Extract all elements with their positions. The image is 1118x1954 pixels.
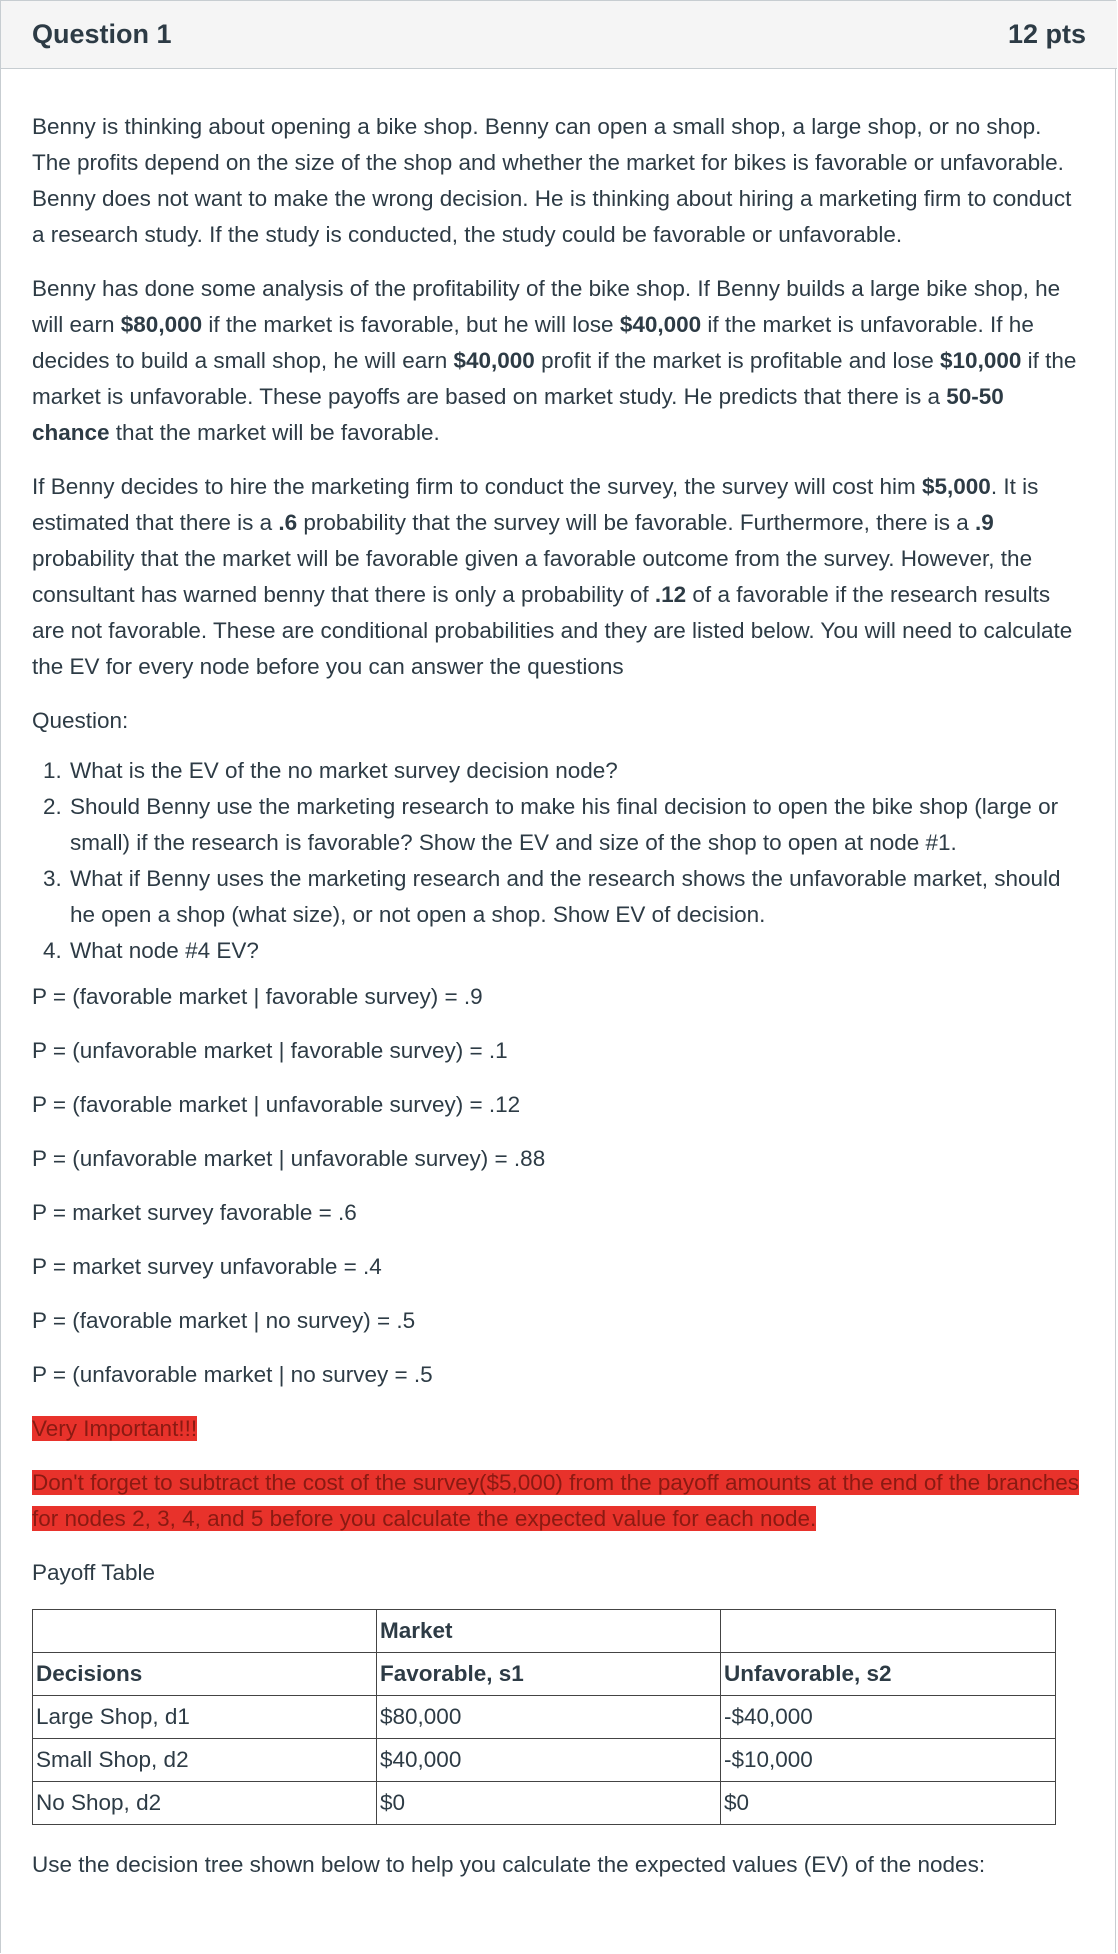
decision-cell: No Shop, d2 [33, 1782, 377, 1825]
question-points: 12 pts [1007, 19, 1086, 49]
warning-text: Don't forget to subtract the cost of the survey($5,000) from the payoff amounts at the end of the branches for nodes 2, 3, 4, and 5 before you calculate the expected value for each node. [32, 1470, 1079, 1531]
payoff-table [32, 1609, 1056, 1825]
table-row [33, 1696, 1056, 1739]
warning-title-block [32, 1411, 1082, 1447]
probability-line: P = (favorable market | favorable survey) = .9 [32, 984, 483, 1009]
profit-paragraph: Benny has done some analysis of the profitability of the bike shop. If Benny builds a large bike shop, he will earn $80,000 if the market is favorable, but he will lose $40,000 if the market is unfavorable. If he decides to build a small shop, he will earn $40,000 profit if the market is profitable and lose $10,000 if the market is unfavorable. These payoffs are based on market study. He predicts that there is a 50-50 chance that the market will be favorable. [32, 276, 1077, 445]
warning-text-block [32, 1465, 1082, 1537]
question-content [32, 109, 1082, 1883]
table-cell [721, 1610, 1056, 1653]
probability-line: P = (unfavorable market | favorable survey) = .1 [32, 1038, 508, 1063]
table-row [33, 1610, 1056, 1653]
favorable-cell: $0 [377, 1782, 721, 1825]
question-header [1, 1, 1117, 69]
market-header: Market [377, 1610, 721, 1653]
probability-line: P = market survey unfavorable = .4 [32, 1254, 382, 1279]
probability-line: P = (favorable market | unfavorable survey) = .12 [32, 1092, 521, 1117]
probability-line: P = (favorable market | no survey) = .5 [32, 1308, 416, 1333]
favorable-cell: $80,000 [377, 1696, 721, 1739]
unfavorable-cell: $0 [721, 1782, 1056, 1825]
table-row [33, 1653, 1056, 1696]
intro-paragraph: Benny is thinking about opening a bike shop. Benny can open a small shop, a large shop, or no shop. The profits depend on the size of the shop and whether the market for bikes is favorable or unfavorable. Benny does not want to make the wrong decision. He is thinking about hiring a marketing firm to conduct a research study. If the study is conducted, the study could be favorable or unfavorable. [32, 114, 1072, 247]
question-title: Question 1 [32, 19, 172, 49]
warning-title: Very Important!!! [32, 1416, 198, 1441]
questions-list [32, 753, 1082, 969]
decisions-header: Decisions [33, 1653, 377, 1696]
probability-line: P = market survey favorable = .6 [32, 1200, 357, 1225]
table-row [33, 1782, 1056, 1825]
unfavorable-cell: -$40,000 [721, 1696, 1056, 1739]
question-item: 1. What is the EV of the no market survey decision node? [68, 753, 1082, 789]
survey-paragraph: If Benny decides to hire the marketing firm to conduct the survey, the survey will cost him $5,000. It is estimated that there is a .6 probability that the survey will be favorable. Furthermore, there is a .9 probability that the market will be favorable given a favorable outcome from the survey. However, the consultant has warned benny that there is only a probability of .12 of a favorable if the research results are not favorable. These are conditional probabilities and they are listed below. You will need to calculate the EV for every node before you can answer the questions [32, 474, 1073, 679]
unfavorable-cell: -$10,000 [721, 1739, 1056, 1782]
question-item: 3. What if Benny uses the marketing research and the research shows the unfavorable market, should he open a shop (what size), or not open a shop. Show EV of decision. [68, 861, 1082, 933]
probability-line: P = (unfavorable market | no survey = .5 [32, 1362, 433, 1387]
question-item: 4. What node #4 EV? [68, 933, 1082, 969]
favorable-cell: $40,000 [377, 1739, 721, 1782]
probability-line: P = (unfavorable market | unfavorable survey) = .88 [32, 1146, 546, 1171]
questions-label: Question: [32, 708, 129, 733]
decision-cell: Small Shop, d2 [33, 1739, 377, 1782]
payoff-title: Payoff Table [32, 1560, 156, 1585]
question-item: 2. Should Benny use the marketing research to make his final decision to open the bike shop (large or small) if the research is favorable? Show the EV and size of the shop to open at node #1. [68, 789, 1082, 861]
favorable-header: Favorable, s1 [377, 1653, 721, 1696]
footer-text: Use the decision tree shown below to help you calculate the expected values (EV) of the nodes: [32, 1852, 986, 1877]
table-row [33, 1739, 1056, 1782]
table-cell [33, 1610, 377, 1653]
decision-cell: Large Shop, d1 [33, 1696, 377, 1739]
unfavorable-header: Unfavorable, s2 [721, 1653, 1056, 1696]
